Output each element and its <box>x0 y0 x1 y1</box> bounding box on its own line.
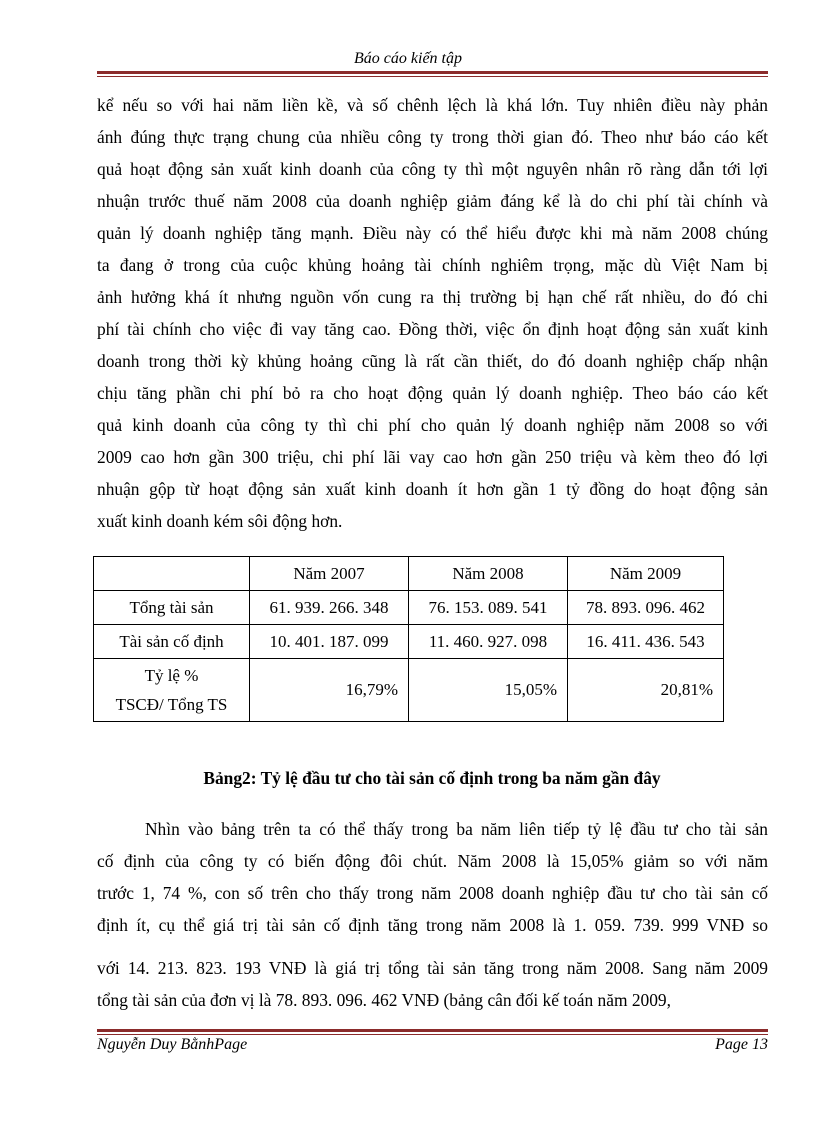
text-line: ánh đúng thực trạng chung của nhiều công ty trong thời gian đó. Theo như báo cáo kết <box>97 127 768 147</box>
text-line: nhuận gộp từ hoạt động sản xuất kinh doanh ít hơn gần 1 tỷ đồng do hoạt động sản <box>97 479 768 499</box>
footer-rule <box>97 1029 768 1035</box>
text-line: quản lý doanh nghiệp tăng mạnh. Điều này có thể hiểu được khi mà năm 2008 chúng <box>97 223 768 243</box>
paragraph-3 <box>97 952 768 1016</box>
table-cell: 15,05% <box>409 659 568 722</box>
table-cell: 11. 460. 927. 098 <box>409 625 568 659</box>
text-line: phí tài chính cho việc đi vay tăng cao. Đồng thời, việc ổn định hoạt động sản xuất kinh <box>97 319 768 339</box>
footer-author: Nguyễn Duy BằnhPage <box>97 1036 248 1053</box>
table-header-row <box>94 557 724 591</box>
text-line: ta đang ở trong của cuộc khủng hoảng tài chính nghiêm trọng, mặc dù Việt Nam bị <box>97 255 768 275</box>
text-line: nhuận trước thuế năm 2008 của doanh nghiệp giảm đáng kể là do chi phí tài chính và <box>97 191 768 211</box>
text-line: định ít, cụ thể giá trị tài sản cố định tăng trong năm 2008 là 1. 059. 739. 999 VNĐ so <box>97 915 768 935</box>
row-label: Tổng tài sản <box>94 591 250 625</box>
table-cell: 20,81% <box>568 659 724 722</box>
table-row <box>94 625 724 659</box>
table-row <box>94 659 724 722</box>
table-cell: 16. 411. 436. 543 <box>568 625 724 659</box>
table-cell: 61. 939. 266. 348 <box>250 591 409 625</box>
paragraph-2 <box>97 813 768 941</box>
table-cell: 10. 401. 187. 099 <box>250 625 409 659</box>
table-header-cell: Năm 2009 <box>568 557 724 591</box>
text-line: doanh trong thời kỳ khủng hoảng cũng là rất cần thiết, do đó doanh nghiệp chấp nhận <box>97 351 768 371</box>
text-line: tổng tài sản của đơn vị là 78. 893. 096. 462 VNĐ (bảng cân đối kế toán năm 2009, <box>97 990 671 1010</box>
header-rule <box>97 71 768 77</box>
text-line: kể nếu so với hai năm liền kề, và số chênh lệch là khá lớn. Tuy nhiên điều này phản <box>97 95 768 115</box>
table-header-cell: Năm 2007 <box>250 557 409 591</box>
text-line: chịu tăng phần chi phí bỏ ra cho hoạt động quản lý doanh nghiệp. Theo báo cáo kết <box>97 383 768 403</box>
table-caption: Bảng2: Tỷ lệ đầu tư cho tài sản cố định trong ba năm gần đây <box>203 768 661 788</box>
page-number: Page 13 <box>715 1036 768 1053</box>
row-label-line: TSCĐ/ Tổng TS <box>115 695 228 714</box>
text-line: 2009 cao hơn gần 300 triệu, chi phí lãi vay cao hơn gần 250 triệu và kèm theo đó lợi <box>97 447 768 467</box>
text-line: cố định của công ty có biến động đôi chút. Năm 2008 là 15,05% giảm so với năm <box>97 851 768 871</box>
text-line: với 14. 213. 823. 193 VNĐ là giá trị tổng tài sản tăng trong năm 2008. Sang năm 2009 <box>97 958 768 978</box>
table-cell: 76. 153. 089. 541 <box>409 591 568 625</box>
text-line: quả hoạt động sản xuất kinh doanh của công ty thì một nguyên nhân rõ ràng dẫn tới lợi <box>97 159 768 179</box>
text-line: quả kinh doanh của công ty thì chi phí cho quản lý doanh nghiệp năm 2008 so với <box>97 415 768 435</box>
text-line: Nhìn vào bảng trên ta có thể thấy trong ba năm liên tiếp tỷ lệ đầu tư cho tài sản <box>145 819 768 839</box>
table-header-cell: Năm 2008 <box>409 557 568 591</box>
row-label <box>94 659 250 722</box>
row-label-line: Tỷ lệ % <box>144 666 199 685</box>
text-line: trước 1, 74 %, con số trên cho thấy trong năm 2008 doanh nghiệp đầu tư cho tài sản cố <box>97 883 768 903</box>
table-cell: 16,79% <box>250 659 409 722</box>
text-line: xuất kinh doanh kém sôi động hơn. <box>97 511 343 531</box>
table-header-cell <box>94 557 250 591</box>
paragraph-1 <box>97 89 768 537</box>
assets-table <box>93 556 724 722</box>
header-title: Báo cáo kiến tập <box>354 50 462 67</box>
table-cell: 78. 893. 096. 462 <box>568 591 724 625</box>
text-line: ảnh hưởng khá ít nhưng nguồn vốn cung ra thị trường bị hạn chế rất nhiều, do đó chi <box>97 287 768 307</box>
row-label: Tài sản cố định <box>94 625 250 659</box>
table-row <box>94 591 724 625</box>
